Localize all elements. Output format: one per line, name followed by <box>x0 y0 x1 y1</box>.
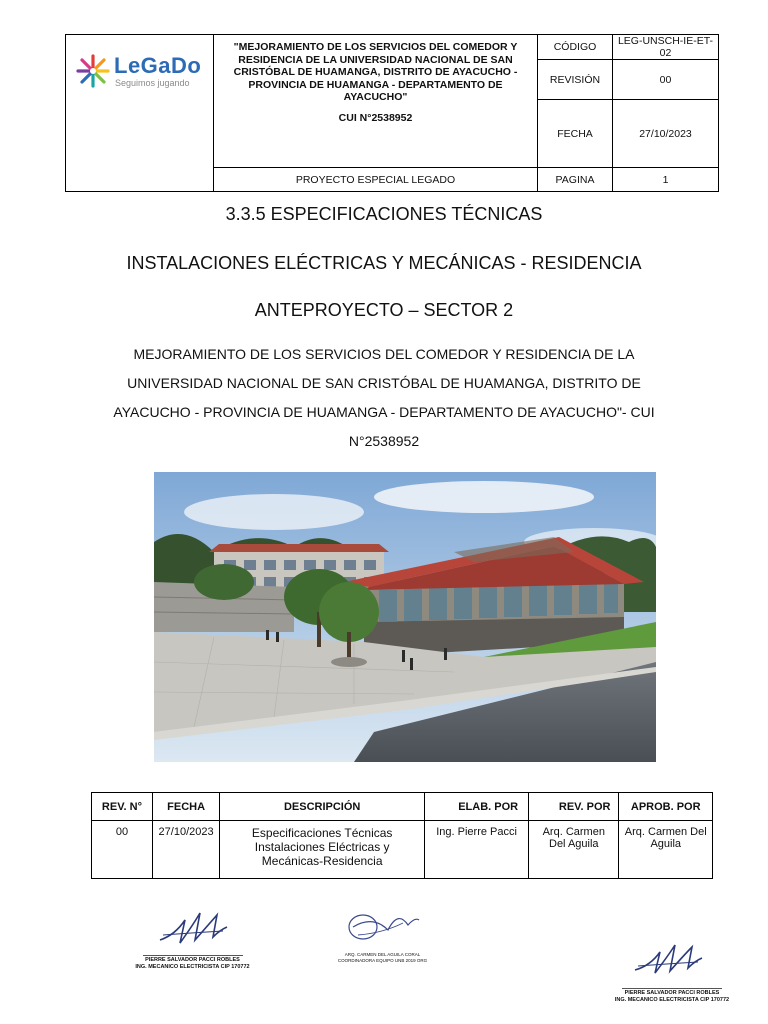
col-elab: ELAB. POR <box>425 793 529 821</box>
signature-caption-2 <box>325 952 440 964</box>
section-title: 3.3.5 ESPECIFICACIONES TÉCNICAS <box>225 204 543 224</box>
building-render-image <box>154 472 656 762</box>
revision-table <box>91 792 713 879</box>
revision-table-header <box>92 793 713 821</box>
fecha-label: FECHA <box>538 100 613 168</box>
signature-pacci-1-icon <box>155 905 230 950</box>
project-name: PROYECTO ESPECIAL LEGADO <box>214 168 538 192</box>
signature-line-3 <box>622 988 722 989</box>
signature-aguila-icon <box>343 905 423 947</box>
cell-fecha: 27/10/2023 <box>152 821 219 879</box>
signature-role-3: ING. MECANICO ELECTRICISTA CIP 170772 <box>614 997 730 1003</box>
project-title: "MEJORAMIENTO DE LOS SERVICIOS DEL COMEDOR Y RESIDENCIA DE LA UNIVERSIDAD NACIONAL DE SAN CRISTÓBAL DE HUAMANGA, DISTRITO DE AYACUCHO - PROVINCIA DE HUAMANGA - DEPARTAMENTO DE AYACUCHO" <box>233 41 518 103</box>
logo-wordmark: LeGaDo <box>114 53 202 78</box>
legado-logo-icon <box>74 52 112 90</box>
header-table <box>65 34 719 192</box>
col-descripcion: DESCRIPCIÓN <box>220 793 425 821</box>
logo-tagline: Seguimos jugando <box>115 78 190 88</box>
cell-rev-por: Arq. Carmen Del Aguila <box>529 821 619 879</box>
project-title-cell <box>214 35 538 168</box>
codigo-value: LEG-UNSCH-IE-ET-02 <box>613 35 719 60</box>
document-subtitle: INSTALACIONES ELÉCTRICAS Y MECÁNICAS - RESIDENCIA <box>126 253 642 273</box>
signature-name-2: ARQ. CARMEN DEL AGUILA CORAL <box>344 952 421 957</box>
col-fecha: FECHA <box>152 793 219 821</box>
pagina-label: PAGINA <box>538 168 613 192</box>
cell-aprob: Arq. Carmen Del Aguila <box>619 821 713 879</box>
fecha-value: 27/10/2023 <box>613 100 719 168</box>
signature-name-3: PIERRE SALVADOR PACCI ROBLES <box>624 990 720 996</box>
signature-caption-1 <box>125 957 260 971</box>
project-cui: CUI N°2538952 <box>338 111 413 124</box>
signature-line-1 <box>143 955 243 956</box>
signature-pacci-2-icon <box>630 938 705 980</box>
signature-role-2: COORDINADORA EQUIPO UNB 2019 ORG <box>337 958 428 963</box>
col-rev: REV. N° <box>92 793 153 821</box>
cell-descripcion: Especificaciones Técnicas Instalaciones Eléctricas y Mecánicas-Residencia <box>220 821 425 879</box>
table-row <box>92 821 713 879</box>
project-description: MEJORAMIENTO DE LOS SERVICIOS DEL COMEDOR Y RESIDENCIA DE LA UNIVERSIDAD NACIONAL DE SAN CRISTÓBAL DE HUAMANGA, DISTRITO DE AYACUCHO - PROVINCIA DE HUAMANGA - DEPARTAMENTO DE AYACUCHO"- CUI N°2538952 <box>113 346 655 449</box>
phase-title: ANTEPROYECTO – SECTOR 2 <box>254 300 514 320</box>
cell-elab: Ing. Pierre Pacci <box>425 821 529 879</box>
revision-label: REVISIÓN <box>538 60 613 100</box>
pagina-value: 1 <box>613 168 719 192</box>
logo-cell <box>66 35 214 192</box>
revision-value: 00 <box>613 60 719 100</box>
col-rev-por: REV. POR <box>529 793 619 821</box>
signature-caption-3 <box>602 990 742 1004</box>
codigo-label: CÓDIGO <box>538 35 613 60</box>
signature-name-1: PIERRE SALVADOR PACCI ROBLES <box>145 957 240 963</box>
cell-rev: 00 <box>92 821 153 879</box>
signature-role-1: ING. MECANICO ELECTRICISTA CIP 170772 <box>135 964 250 970</box>
col-aprob: APROB. POR <box>619 793 713 821</box>
